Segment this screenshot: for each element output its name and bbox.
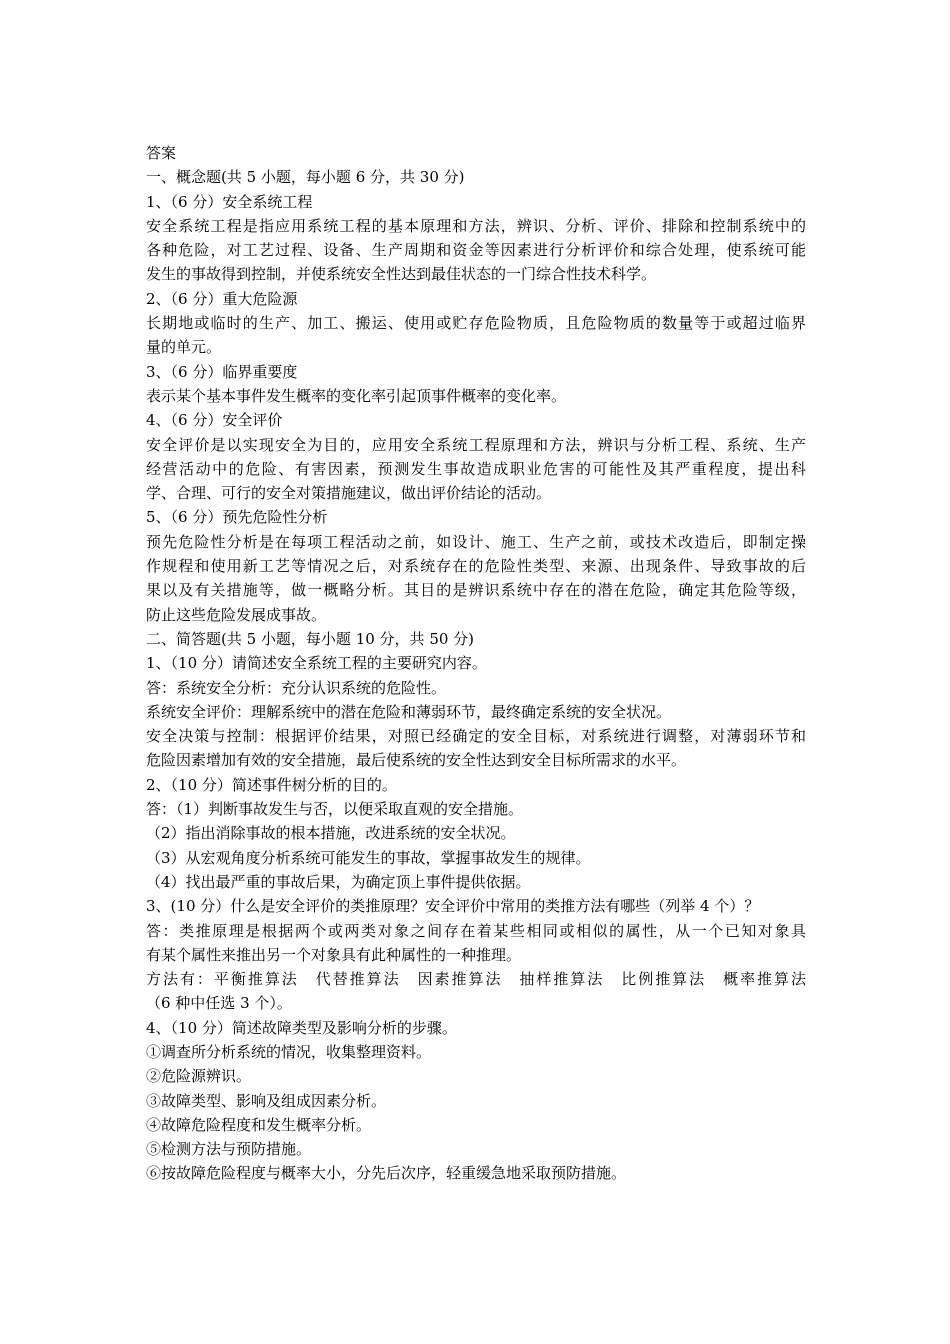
answer-text: （3）从宏观角度分析系统可能发生的事故，掌握事故发生的规律。 — [146, 848, 591, 867]
section-heading-short-answer: 二、简答题(共 5 小题，每小题 10 分，共 50 分) — [146, 629, 475, 648]
answer-text: 量的单元。 — [146, 338, 222, 357]
question-heading: 2、（6 分）重大危险源 — [146, 289, 298, 308]
list-item: ③故障类型、影响及组成因素分析。 — [146, 1091, 387, 1110]
answer-text: 长期地或临时的生产、加工、搬运、使用或贮存危险物质，且危险物质的数量等于或超过临界 — [146, 314, 806, 333]
question-heading: 1、（6 分）安全系统工程 — [146, 192, 313, 211]
doc-title: 答案 — [146, 144, 177, 162]
answer-text: 有某个属性来推出另一个对象具有此种属性的一种推理。 — [146, 945, 522, 964]
answer-text: 果以及有关措施等，做一概略分析。其目的是辨识系统中存在的潜在危险，确定其危险等级， — [146, 581, 806, 600]
answer-text: 防止这些危险发展成事故。 — [146, 605, 327, 624]
list-item: ④故障危险程度和发生概率分析。 — [146, 1115, 372, 1134]
answer-text: 预先危险性分析是在每项工程活动之前，如设计、施工、生产之前，或技术改造后，即制定操 — [146, 532, 806, 551]
question-heading: 2、（10 分）简述事件树分析的目的。 — [146, 775, 397, 794]
answer-text: 安全决策与控制：根据评价结果，对照已经确定的安全目标，对系统进行调整，对薄弱环节和 — [146, 727, 806, 746]
answer-text: （6 种中任选 3 个）。 — [146, 994, 292, 1013]
list-item: ⑤检测方法与预防措施。 — [146, 1140, 312, 1159]
answer-text: 系统安全评价：理解系统中的潜在危险和薄弱环节，最终确定系统的安全状况。 — [146, 702, 672, 721]
question-heading: 3、（6 分）临界重要度 — [146, 362, 298, 381]
question-heading: 5、（6 分）预先危险性分析 — [146, 508, 328, 527]
answer-text: 安全评价是以实现安全为目的，应用安全系统工程原理和方法，辨识与分析工程、系统、生产 — [146, 435, 806, 454]
answer-text: 答：类推原理是根据两个或两类对象之间存在着某些相同或相似的属性，从一个已知对象具 — [146, 921, 806, 940]
question-heading: 3、(10 分）什么是安全评价的类推原理？安全评价中常用的类推方法有哪些（列举 4 个）？ — [146, 897, 760, 916]
list-item: ②危险源辨识。 — [146, 1067, 252, 1086]
question-heading: 1、（10 分）请简述安全系统工程的主要研究内容。 — [146, 654, 487, 673]
section-heading-concepts: 一、概念题(共 5 小题，每小题 6 分，共 30 分) — [146, 168, 465, 187]
answer-text: 学、合理、可行的安全对策措施建议，做出评价结论的活动。 — [146, 484, 552, 503]
answer-text: 答：（1）判断事故发生与否，以便采取直观的安全措施。 — [146, 800, 524, 819]
answer-text: （2）指出消除事故的根本措施，改进系统的安全状况。 — [146, 824, 516, 843]
list-item: ⑥按故障危险程度与概率大小，分先后次序，轻重缓急地采取预防措施。 — [146, 1164, 627, 1183]
question-heading: 4、（6 分）安全评价 — [146, 411, 283, 430]
answer-text: 发生的事故得到控制，并使系统安全性达到最佳状态的一门综合性技术科学。 — [146, 265, 657, 284]
answer-text: 安全系统工程是指应用系统工程的基本原理和方法，辨识、分析、评价、排除和控制系统中的 — [146, 216, 806, 235]
answer-text: 答：系统安全分析：充分认识系统的危险性。 — [146, 678, 447, 697]
answer-text: （4）找出最严重的事故后果，为确定顶上事件提供依据。 — [146, 872, 531, 891]
answer-text: 作规程和使用新工艺等情况之后，对系统存在的危险性类型、来源、出现条件、导致事故的后 — [146, 557, 806, 576]
question-heading: 4、（10 分）简述故障类型及影响分析的步骤。 — [146, 1018, 457, 1037]
answer-text: 各种危险，对工艺过程、设备、生产周期和资金等因素进行分析评价和综合处理，使系统可能 — [146, 241, 806, 260]
answer-text: 经营活动中的危险、有害因素，预测发生事故造成职业危害的可能性及其严重程度，提出科 — [146, 459, 806, 478]
answer-text: 表示某个基本事件发生概率的变化率引起顶事件概率的变化率。 — [146, 386, 567, 405]
answer-text: 危险因素增加有效的安全措施，最后使系统的安全性达到安全目标所需求的水平。 — [146, 751, 687, 770]
list-item: ①调查所分析系统的情况，收集整理资料。 — [146, 1042, 432, 1061]
answer-text: 方法有：平衡推算法 代替推算法 因素推算法 抽样推算法 比例推算法 概率推算法 — [146, 970, 806, 989]
